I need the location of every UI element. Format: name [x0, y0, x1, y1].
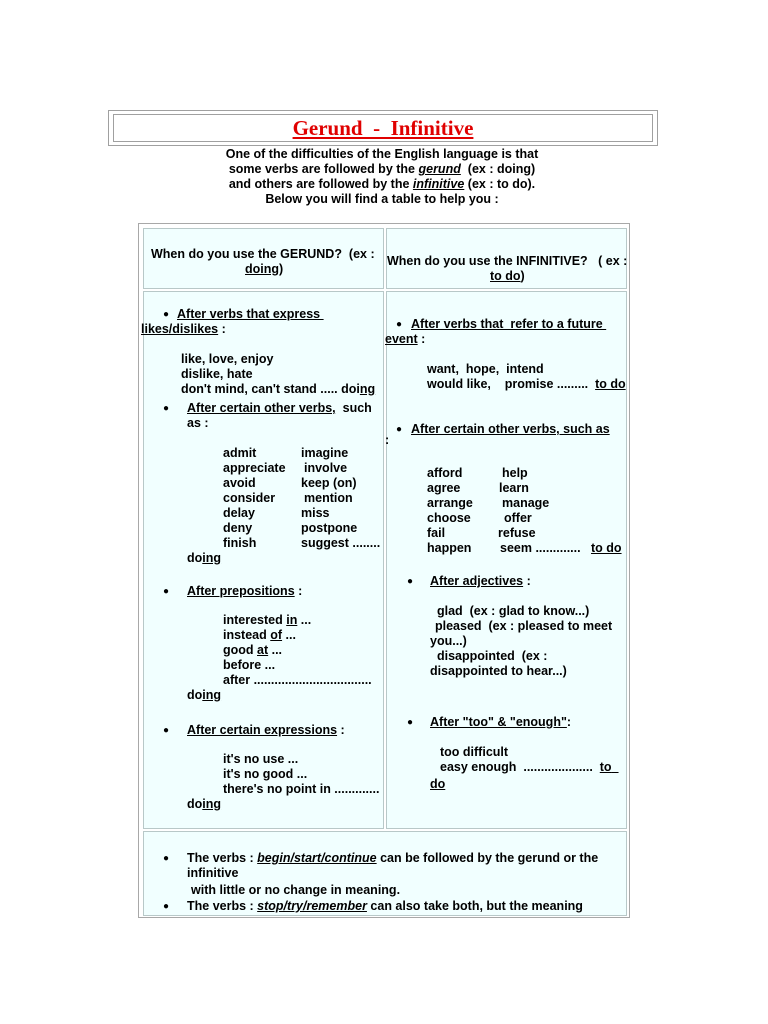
prep-text: ...: [268, 643, 283, 657]
header-gerund-line2: [245, 262, 283, 277]
likes-line-text: don't mind, can't stand ..... doi: [181, 382, 360, 396]
inf-adj-heading: [430, 574, 531, 589]
heading-text: After verbs that express: [177, 307, 324, 321]
adj-line-2: pleased (ex : pleased to meet: [435, 619, 613, 633]
too-line-3: [430, 777, 445, 792]
verb-left: finish: [223, 536, 257, 550]
ing-suffix: ing: [202, 688, 222, 702]
heading-text: After adjectives: [430, 574, 524, 588]
prep-line-2: [223, 628, 296, 643]
too-line-text: easy enough ....................: [440, 760, 600, 774]
bullet-icon: ●: [163, 901, 170, 912]
bottom-line-3: with little or no change in meaning.: [191, 883, 401, 897]
inf-future-heading-1: [411, 317, 606, 332]
inf-verb-right: offer: [504, 511, 532, 525]
note-text: The verbs :: [187, 851, 258, 865]
expr-line-3: there's no point in .............: [223, 782, 380, 796]
prep-text: interested: [223, 613, 287, 627]
bullet-icon: ●: [163, 309, 170, 320]
note-text: The verbs :: [187, 899, 258, 913]
heading-colon: :: [218, 322, 226, 336]
ing-suffix: ing: [202, 551, 222, 565]
intro-line-4: Below you will find a table to help you :: [265, 192, 499, 206]
intro-paragraph: [180, 147, 584, 207]
note-text: can be followed by the gerund or the: [376, 851, 599, 865]
verb-left: consider: [223, 491, 276, 505]
doing-suffix: [187, 688, 221, 703]
likes-line-2: dislike, hate: [181, 367, 253, 381]
inf-too-heading: After "too" & "enough":: [430, 715, 572, 729]
verb-right: postpone: [301, 521, 358, 535]
adj-line-4: disappointed (ex :: [437, 649, 548, 663]
inf-verb-right: manage: [502, 496, 550, 510]
header-infinitive-line1: When do you use the INFINITIVE? ( ex :: [387, 254, 628, 268]
heading-colon: :: [417, 332, 426, 346]
note-text: can also take both, but the meaning: [366, 899, 583, 913]
heading-colon: :: [523, 574, 531, 588]
title-box: [108, 110, 658, 146]
gerund-likes-heading-1: [177, 307, 324, 322]
verb-right: mention: [304, 491, 353, 505]
future-line-1: want, hope, intend: [427, 362, 544, 376]
verb-right: keep (on): [301, 476, 357, 490]
bottom-note-cell: [143, 831, 627, 916]
prep-line-1: [223, 613, 311, 628]
header-gerund-close: ): [279, 262, 284, 276]
gerund-other-heading-2: as :: [187, 416, 209, 430]
header-infinitive-line2: [490, 269, 525, 284]
do-marker: do: [430, 777, 446, 791]
doing-stem: do: [187, 797, 203, 811]
bullet-icon: ●: [163, 403, 170, 414]
doing-suffix: [187, 551, 221, 566]
prep-word: in: [286, 613, 298, 627]
inf-verb-left: afford: [427, 466, 463, 480]
heading-text: After certain other verbs,: [187, 401, 336, 415]
inf-verb-left: happen: [427, 541, 472, 555]
verb-left: avoid: [223, 476, 256, 490]
inf-verb-right: [500, 541, 622, 556]
to-do-marker: to do: [591, 541, 622, 555]
likes-line-3: [181, 382, 375, 397]
heading-text: After prepositions: [187, 584, 295, 598]
gerund-prep-heading: [187, 584, 302, 599]
header-infinitive-cell: [386, 228, 627, 289]
header-infinitive-example: to do: [490, 269, 521, 283]
heading-text: After "too" & "enough": [430, 715, 567, 729]
prep-word: at: [257, 643, 269, 657]
bullet-icon: ●: [407, 717, 414, 728]
ing-suffix: ing: [202, 797, 222, 811]
too-line-2: [440, 760, 619, 775]
bullet-icon: ●: [396, 319, 403, 330]
verb-left: deny: [223, 521, 253, 535]
verb-left: admit: [223, 446, 257, 460]
title-inner-box: [113, 114, 653, 142]
heading-text: event: [385, 332, 418, 346]
inf-other-colon: :: [385, 433, 390, 447]
bullet-icon: ●: [163, 853, 170, 864]
intro-line-1: One of the difficulties of the English language is that: [225, 147, 539, 161]
inf-verb-left: agree: [427, 481, 461, 495]
intro-text: (ex : doing): [460, 162, 536, 176]
expr-line-2: it's no good ...: [223, 767, 308, 781]
inf-future-heading-2: [385, 332, 425, 347]
prep-text: ...: [282, 628, 296, 642]
inf-verb-right: learn: [499, 481, 529, 495]
heading-text: likes/dislikes: [141, 322, 219, 336]
prep-word: of: [270, 628, 283, 642]
bullet-icon: ●: [396, 424, 403, 435]
intro-text: some verbs are followed by the: [228, 162, 419, 176]
ing-suffix: ng: [359, 382, 376, 396]
verb-right: imagine: [301, 446, 349, 460]
verb-left: appreciate: [223, 461, 286, 475]
inf-verb-text: seem .............: [500, 541, 581, 555]
heading-text: After verbs that refer to a future: [411, 317, 607, 331]
inf-other-heading: [411, 422, 610, 437]
page-title: Gerund - Infinitive: [292, 116, 474, 140]
adj-line-5: disappointed to hear...): [430, 664, 567, 678]
verb-right: miss: [301, 506, 330, 520]
note-verbs: begin/start/continue: [257, 851, 377, 865]
gerund-other-heading-1: [187, 401, 372, 416]
doing-suffix: [187, 797, 221, 812]
adj-line-3: you...): [430, 634, 467, 648]
header-gerund-line1: When do you use the GERUND? (ex :: [151, 247, 375, 261]
likes-line-1: like, love, enjoy: [181, 352, 274, 366]
prep-line-3: [223, 643, 282, 658]
intro-line-3: [180, 177, 584, 192]
bottom-line-1: [187, 851, 598, 866]
gerund-expr-heading: [187, 723, 345, 738]
prep-line-4: before ...: [223, 658, 276, 672]
prep-text: ...: [297, 613, 312, 627]
prep-text: instead: [223, 628, 271, 642]
heading-text: such: [335, 401, 372, 415]
bullet-icon: ●: [407, 576, 414, 587]
infinitive-cell: [386, 291, 627, 829]
too-line-1: too difficult: [440, 745, 509, 759]
inf-verb-right: help: [502, 466, 528, 480]
bullet-icon: ●: [163, 725, 170, 736]
heading-colon: :: [337, 723, 345, 737]
bottom-line-4: [187, 899, 583, 914]
inf-verb-left: choose: [427, 511, 471, 525]
header-infinitive-close: ): [520, 269, 525, 283]
inf-verb-left: fail: [427, 526, 446, 540]
future-line-2: [427, 377, 626, 392]
to-marker: to: [599, 760, 612, 774]
expr-line-1: it's no use ...: [223, 752, 299, 766]
adj-line-1: glad (ex : glad to know...): [437, 604, 590, 618]
heading-colon: :: [294, 584, 303, 598]
prep-line-5: after ..................................: [223, 673, 372, 687]
bottom-line-2: infinitive: [187, 866, 239, 880]
prep-text: good: [223, 643, 258, 657]
gerund-cell: [143, 291, 384, 829]
infinitive-term: infinitive: [412, 177, 465, 191]
heading-text: After certain other verbs, such as: [411, 422, 610, 436]
intro-text: (ex : to do).: [464, 177, 536, 191]
intro-text: and others are followed by the: [228, 177, 413, 191]
verb-right: suggest ........: [301, 536, 381, 550]
grammar-table: [138, 223, 630, 918]
intro-line-2: [180, 162, 584, 177]
gerund-likes-heading-2: [141, 322, 226, 337]
doing-stem: do: [187, 688, 203, 702]
note-verbs: stop/try/remember: [257, 899, 367, 913]
doing-stem: do: [187, 551, 203, 565]
future-line-text: would like, promise .........: [427, 377, 596, 391]
inf-verb-left: arrange: [427, 496, 473, 510]
to-do-marker: to do: [595, 377, 626, 391]
verb-right: involve: [304, 461, 348, 475]
inf-verb-right: refuse: [498, 526, 536, 540]
bullet-icon: ●: [163, 586, 170, 597]
header-gerund-cell: [143, 228, 384, 289]
header-gerund-example: doing: [245, 262, 280, 276]
heading-text: After certain expressions: [187, 723, 338, 737]
gerund-term: gerund: [418, 162, 461, 176]
verb-left: delay: [223, 506, 255, 520]
